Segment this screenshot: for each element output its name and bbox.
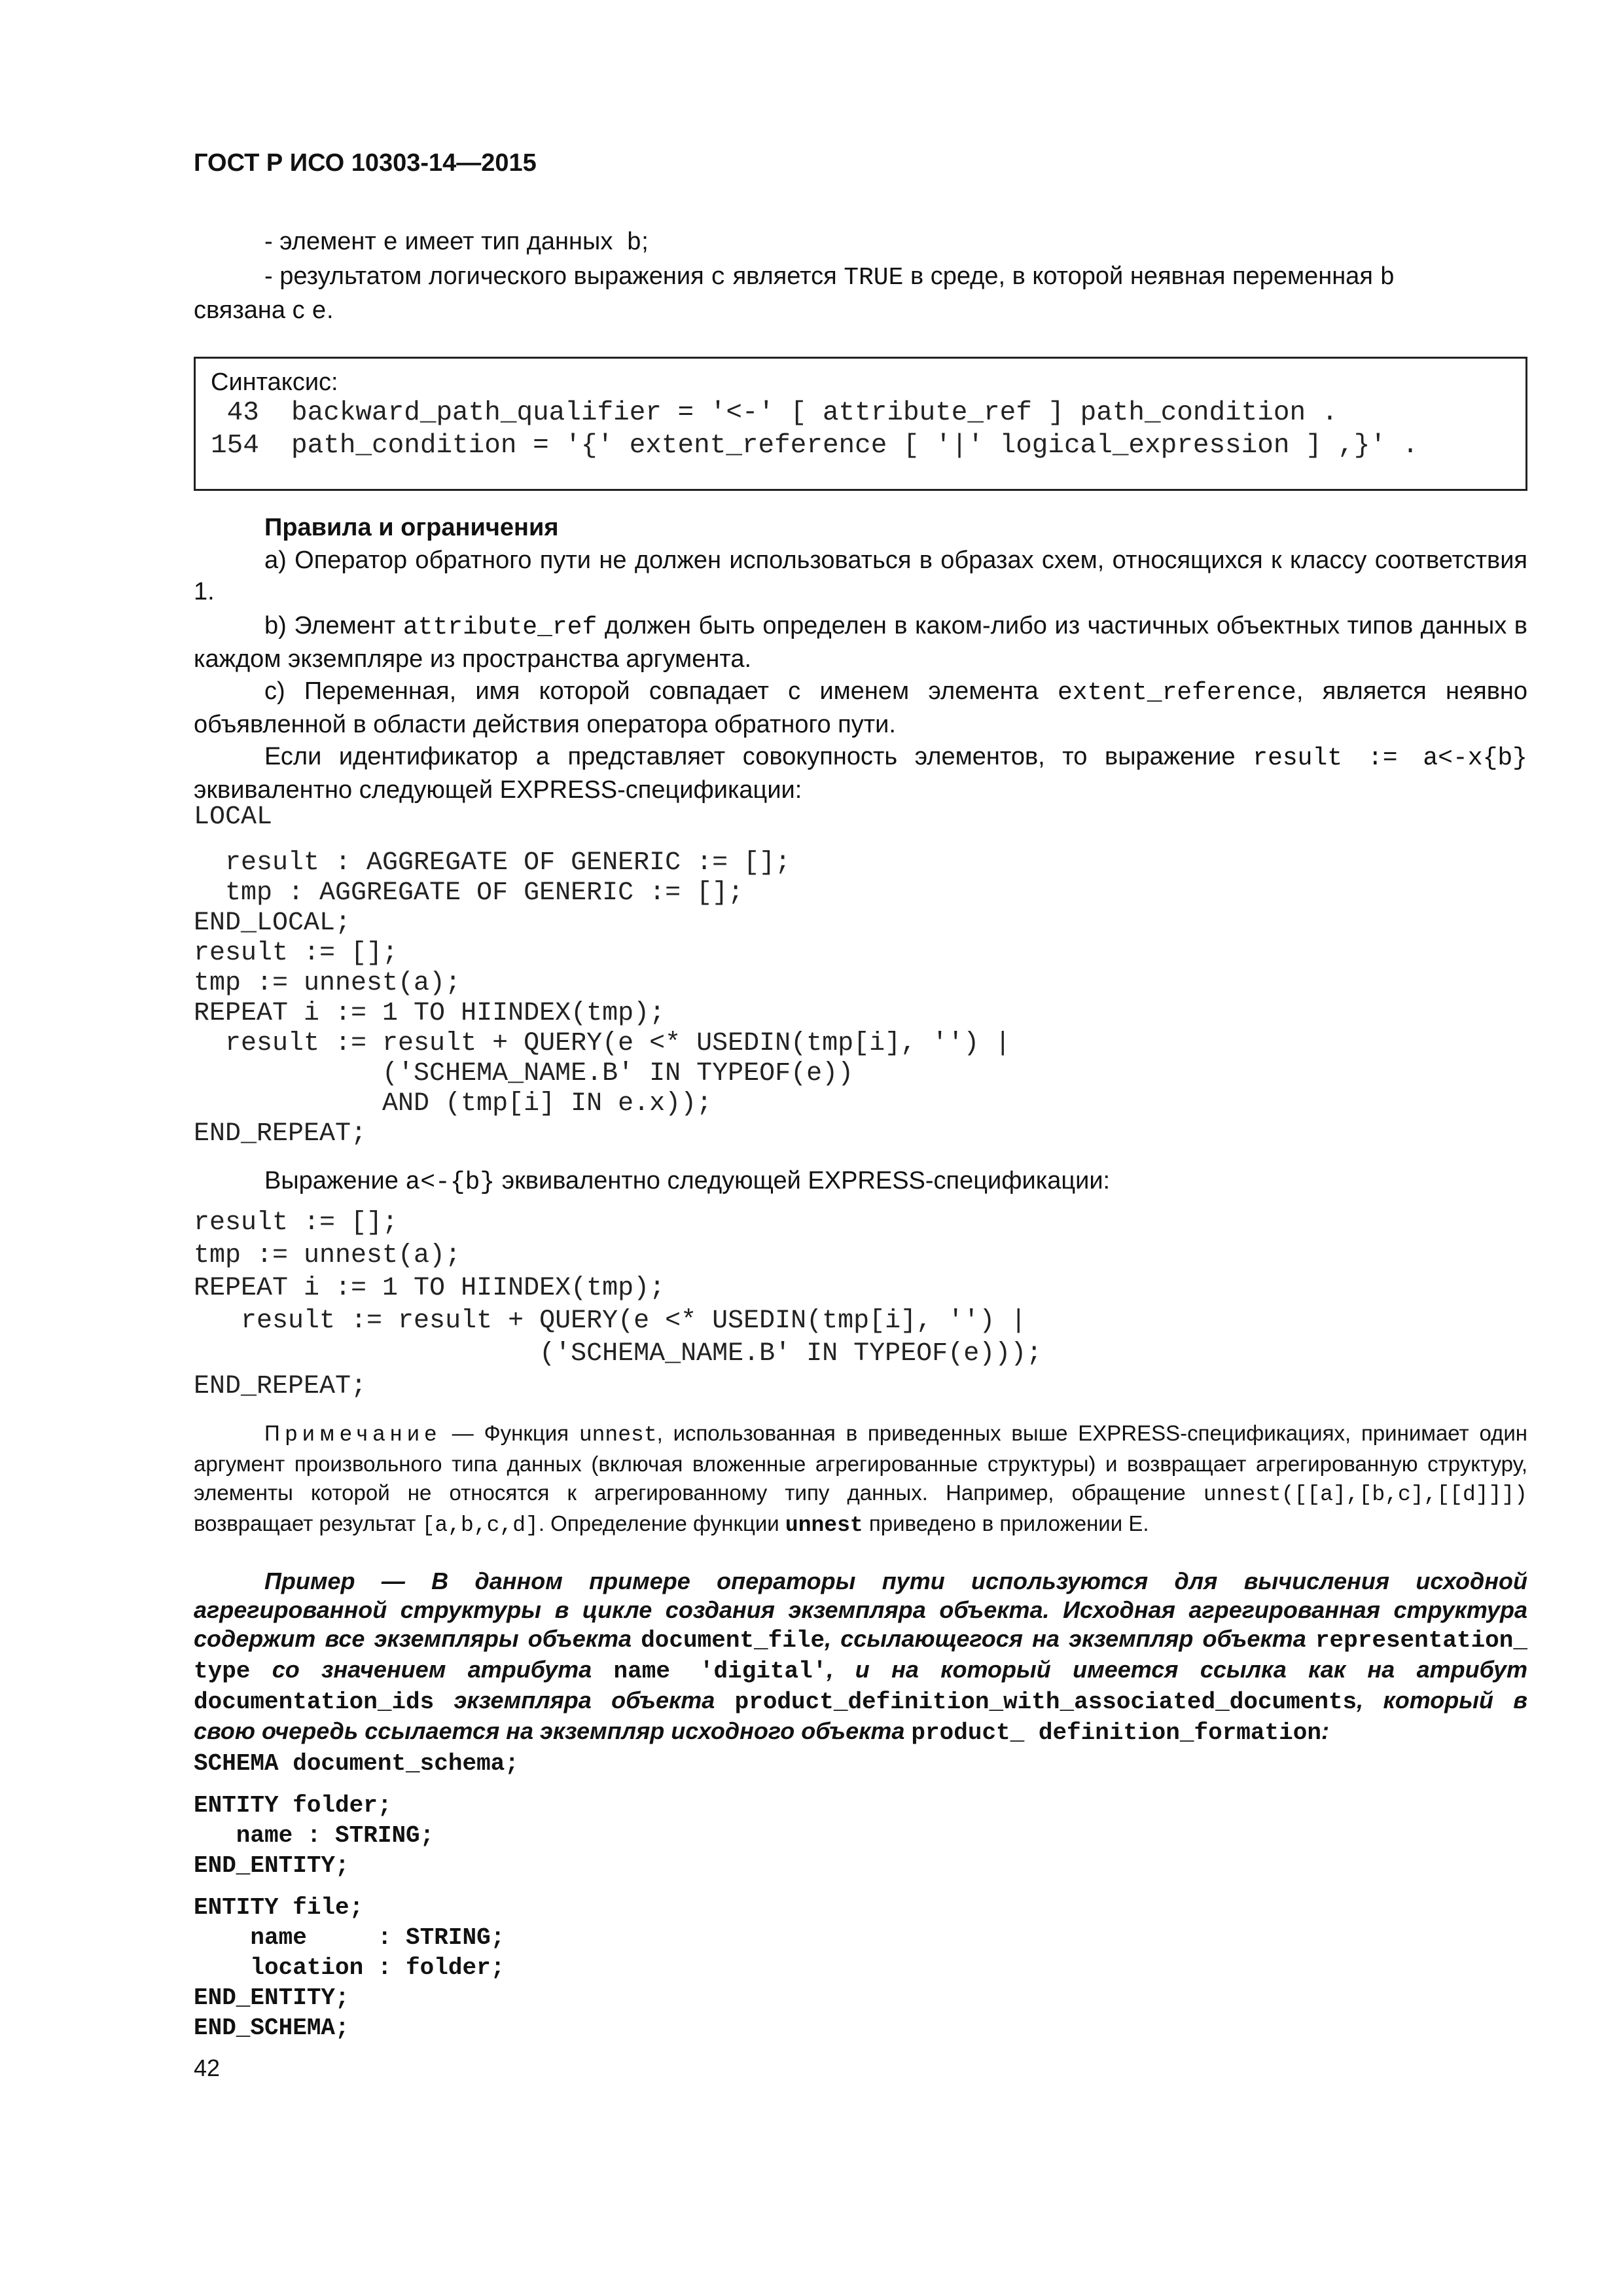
code2-line-1: result := []; bbox=[194, 1208, 399, 1238]
code1-line-2: result : AGGREGATE OF GENERIC := []; bbox=[194, 848, 791, 878]
code1-line-9: ('SCHEMA_NAME.B' IN TYPEOF(e)) bbox=[194, 1059, 854, 1088]
note-paragraph: Примечание — Функция unnest, использованная в приведенных выше EXPRESS-спецификациях, принимает один аргумент произвольного типа данных (включая вложенные агрегированные структуры) и возвращает агрегированную структуру, элементы которой не относятся к агрегированному типу данных. Например, обращение unnest([[a],[b,c],[[d]]]) возвращает результат [a,b,c,d]. Определение функции unnest приведено в приложении E. bbox=[194, 1421, 1527, 1537]
code1-line-5: result := []; bbox=[194, 939, 399, 968]
code3-line-9: END_SCHEMA; bbox=[194, 2015, 349, 2041]
rule-b: b) Элемент attribute_ref должен быть определен в каком-либо из частичных объектных типов данных в каждом экземпляре из пространства аргумента. bbox=[194, 612, 1527, 673]
syntax-label: Синтаксис: bbox=[211, 368, 338, 396]
code2-line-3: REPEAT i := 1 TO HIINDEX(tmp); bbox=[194, 1274, 666, 1303]
page-number: 42 bbox=[194, 2054, 221, 2081]
page-header-title: ГОСТ Р ИСО 10303-14—2015 bbox=[194, 149, 537, 177]
intro-line-3: связана с e. bbox=[194, 296, 334, 326]
code3-line-1: SCHEMA document_schema; bbox=[194, 1750, 519, 1777]
expr2-text: Выражение a<-{b} эквивалентно следующей EXPRESS-спецификации: bbox=[264, 1167, 1111, 1196]
example-paragraph: Пример — В данном примере операторы пути используются для вычисления исходной агрегированной структуры в цикле создания экземпляра объекта. Исходная агрегированная структура содержит все экземпляры объекта document_file, ссылающегося на экземпляр объекта representation_ type со значением атрибута name 'digital', и на который имеется ссылка как на атрибут documentation_ids экземпляра объекта product_definition_with_associated_documents, который в свою очередь ссылается на экземпляр исходного объекта product_ definition_formation: bbox=[194, 1568, 1528, 1746]
code1-line-3: tmp : AGGREGATE OF GENERIC := []; bbox=[194, 878, 744, 908]
syntax-rule-43: 43 backward_path_qualifier = '<-' [ attribute_ref ] path_condition . bbox=[211, 398, 1338, 428]
code2-line-5: ('SCHEMA_NAME.B' IN TYPEOF(e))); bbox=[194, 1339, 1043, 1369]
rule-a: a) Оператор обратного пути не должен использоваться в образах схем, относящихся к классу соответствия 1. bbox=[194, 547, 1527, 605]
code1-line-4: END_LOCAL; bbox=[194, 908, 351, 938]
rules-heading: Правила и ограничения bbox=[264, 514, 559, 541]
rule-c: c) Переменная, имя которой совпадает с именем элемента extent_reference, является неявно объявленной в области действия оператора обратного пути. bbox=[194, 677, 1527, 738]
code2-line-6: END_REPEAT; bbox=[194, 1372, 367, 1401]
code1-line-11: END_REPEAT; bbox=[194, 1119, 367, 1149]
code3-line-4: END_ENTITY; bbox=[194, 1852, 349, 1879]
code3-line-5: ENTITY file; bbox=[194, 1894, 364, 1921]
code1-line-6: tmp := unnest(a); bbox=[194, 969, 461, 998]
code1-line-1: LOCAL bbox=[194, 802, 273, 832]
syntax-rule-154: 154 path_condition = '{' extent_reference [ '|' logical_expression ] ,}' . bbox=[211, 431, 1419, 461]
code2-line-4: result := result + QUERY(e <* USEDIN(tmp[i], '') | bbox=[194, 1306, 1027, 1336]
code1-line-8: result := result + QUERY(e <* USEDIN(tmp[i], '') | bbox=[194, 1029, 1011, 1058]
rule-d: Если идентификатор a представляет совокупность элементов, то выражение result := a<-x{b} эквивалентно следующей EXPRESS-спецификации: bbox=[194, 743, 1527, 804]
code1-line-10: AND (tmp[i] IN e.x)); bbox=[194, 1089, 713, 1119]
intro-line-1: - элемент e имеет тип данных b; bbox=[264, 228, 649, 257]
code3-line-8: END_ENTITY; bbox=[194, 1984, 349, 2011]
intro-line-2: - результатом логического выражения c является TRUE в среде, в которой неявная переменная b bbox=[264, 262, 1395, 292]
code3-line-2: ENTITY folder; bbox=[194, 1792, 392, 1819]
code3-line-3: name : STRING; bbox=[194, 1822, 435, 1849]
code1-line-7: REPEAT i := 1 TO HIINDEX(tmp); bbox=[194, 999, 666, 1028]
code2-line-2: tmp := unnest(a); bbox=[194, 1241, 461, 1270]
code3-line-6: name : STRING; bbox=[194, 1924, 505, 1951]
code3-line-7: location : folder; bbox=[194, 1954, 505, 1981]
